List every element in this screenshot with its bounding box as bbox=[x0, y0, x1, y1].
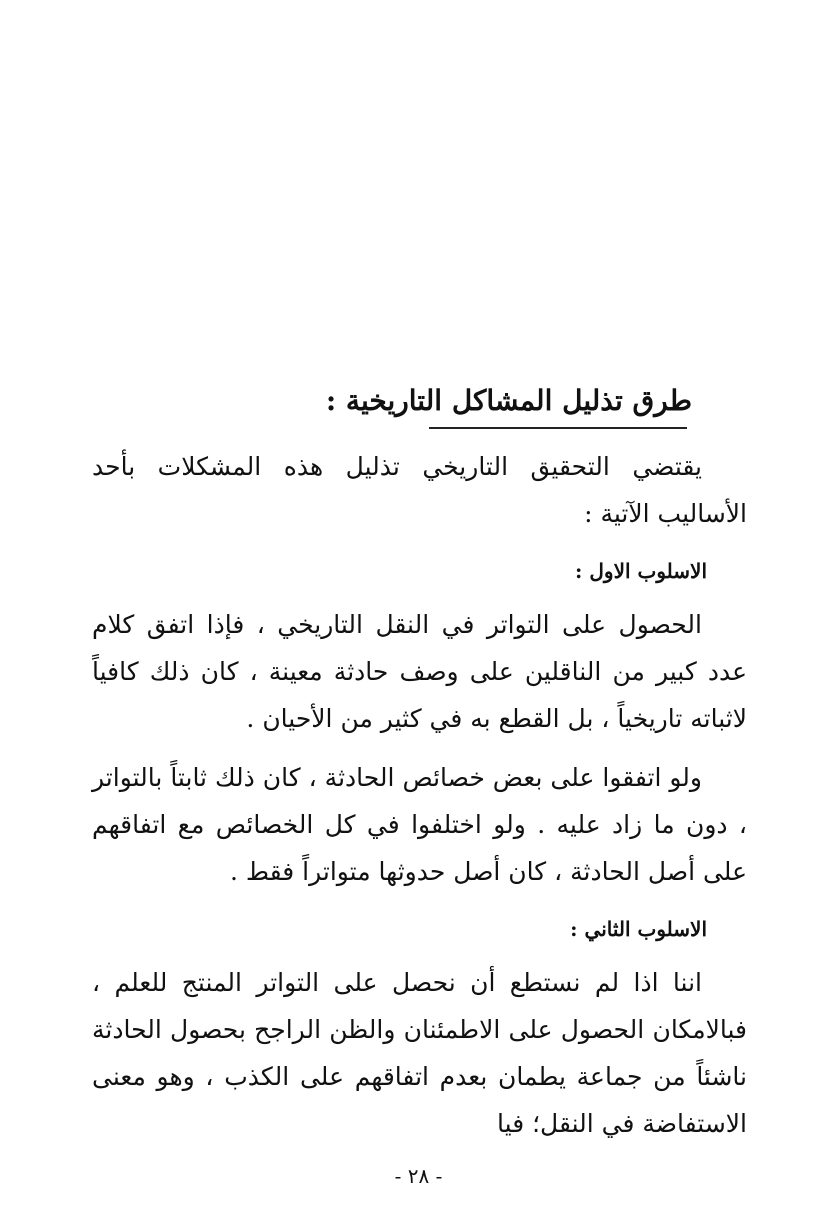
method2-heading: الاسلوب الثاني : bbox=[570, 917, 707, 941]
page-number: - ٢٨ - bbox=[394, 1164, 443, 1188]
title-underline bbox=[429, 427, 687, 429]
page-body bbox=[92, 375, 747, 1147]
method2-paragraph-1: اننا اذا لم نستطع أن نحصل على التواتر المنتج للعلم ، فبالامكان الحصول على الاطمئنان والظن الراجح بحصول الحادثة ناشئاً من جماعة يطمان بعدم اتفاقهم على الكذب ، وهو معنى الاستفاضة في النقل؛ فيا bbox=[92, 968, 747, 1138]
method1-paragraph-2: ولو اتفقوا على بعض خصائص الحادثة ، كان ذلك ثابتاً بالتواتر ، دون ما زاد عليه . ولو اختلفوا في كل الخصائص مع اتفاقهم على أصل الحادثة ، كان أصل حدوثها متواتراً فقط . bbox=[92, 763, 747, 886]
method1-heading: الاسلوب الاول : bbox=[575, 559, 707, 583]
section-title: طرق تذليل المشاكل التاريخية : bbox=[325, 384, 692, 417]
intro-paragraph: يقتضي التحقيق التاريخي تذليل هذه المشكلات بأحد الأساليب الآتية : bbox=[92, 452, 747, 528]
method1-paragraph-1: الحصول على التواتر في النقل التاريخي ، فإذا اتفق كلام عدد كبير من الناقلين على وصف حادثة معينة ، كان ذلك كافياً لاثباته تاريخياً ، بل القطع به في كثير من الأحيان . bbox=[92, 610, 747, 733]
